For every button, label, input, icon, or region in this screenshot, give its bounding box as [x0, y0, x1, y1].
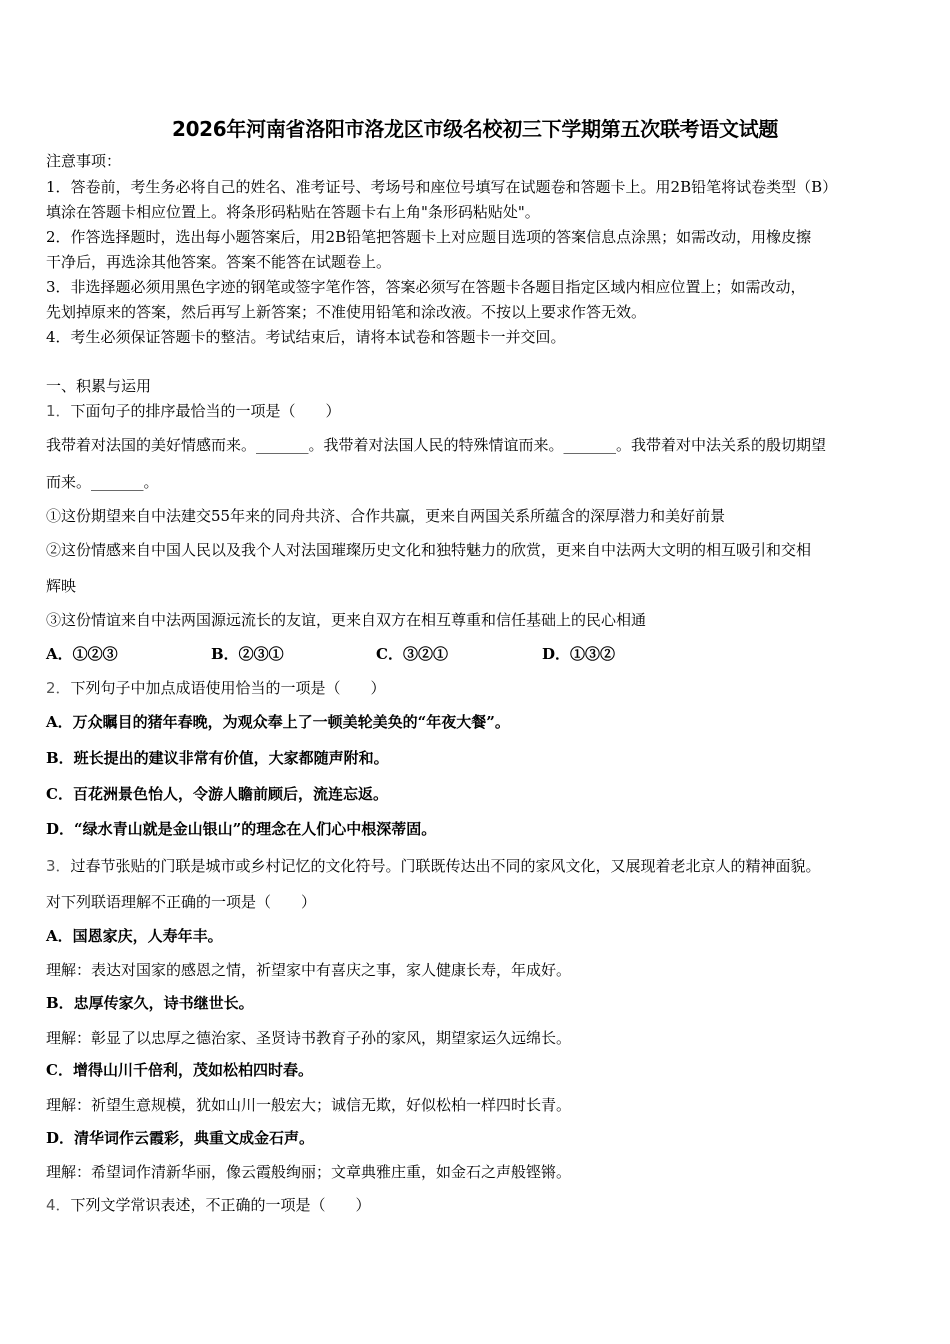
q1-option-c: C．③②①	[376, 645, 448, 663]
q1-option-a: A．①②③	[46, 645, 118, 663]
q1-option-b: B．②③①	[211, 645, 284, 663]
q1-sentence-2: ②这份情感来自中国人民以及我个人对法国璀璨历史文化和独特魅力的欣赏，更来自中法两大文明的相互吸引和交相	[46, 541, 812, 559]
q1-sentence-1: ①这份期望来自中法建交55年来的同舟共济、合作共赢，更来自两国关系所蕴含的深厚潜力和美好前景	[46, 507, 726, 525]
section-heading: 一、积累与运用	[46, 377, 152, 395]
q2-option-c: C．百花洲景色怡人，令游人瞻前顾后，流连忘返。	[46, 785, 388, 803]
q1-passage: 我带着对法国的美好情感而来。_______。我带着对法国人民的特殊情谊而来。_______。我带着对中法关系的殷切期望	[46, 436, 827, 454]
q3-explanation-d: 理解：希望词作清新华丽，像云霞般绚丽；文章典雅庄重，如金石之声般铿锵。	[46, 1163, 572, 1181]
q3-option-b: B．忠厚传家久，诗书继世长。	[46, 994, 254, 1012]
notice-line: 3．非选择题必须用黑色字迹的钢笔或签字笔作答，答案必须写在答题卡各题目指定区域内相应位置上；如需改动，	[46, 278, 806, 296]
question-3-stem: 3．过春节张贴的门联是城市或乡村记忆的文化符号。门联既传达出不同的家风文化，又展现着老北京人的精神面貌。	[46, 857, 821, 875]
q3-explanation-c: 理解：祈望生意规模，犹如山川一般宏大；诚信无欺，好似松柏一样四时长青。	[46, 1096, 572, 1114]
q2-option-d: D．“绿水青山就是金山银山”的理念在人们心中根深蒂固。	[46, 820, 437, 838]
notice-line: 4．考生必须保证答题卡的整洁。考试结束后，请将本试卷和答题卡一并交回。	[46, 328, 566, 346]
notice-line: 2．作答选择题时，选出每小题答案后，用2B铅笔把答题卡上对应题目选项的答案信息点涂黑；如需改动，用橡皮擦	[46, 228, 812, 246]
q3-explanation-b: 理解：彰显了以忠厚之德治家、圣贤诗书教育子孙的家风，期望家运久远绵长。	[46, 1029, 572, 1047]
q2-option-b: B．班长提出的建议非常有价值，大家都随声附和。	[46, 749, 389, 767]
q1-sentence-2: 辉映	[46, 577, 77, 595]
notice-line: 干净后，再选涂其他答案。答案不能答在试题卷上。	[46, 253, 392, 271]
question-number: 2．	[46, 679, 71, 697]
q1-option-d: D．①③②	[542, 645, 616, 663]
notice-line: 填涂在答题卡相应位置上。将条形码粘贴在答题卡右上角"条形码粘贴处"。	[46, 203, 540, 221]
q2-option-a: A．万众瞩目的猪年春晚，为观众奉上了一顿美轮美奂的“年夜大餐”。	[46, 713, 510, 731]
q3-option-a: A．国恩家庆，人寿年丰。	[46, 927, 223, 945]
page-title: 2026年河南省洛阳市洛龙区市级名校初三下学期第五次联考语文试题	[171, 117, 779, 141]
q3-option-c: C．增得山川千倍利，茂如松柏四时春。	[46, 1061, 313, 1079]
q3-option-d: D．清华词作云霞彩，典重文成金石声。	[46, 1129, 315, 1147]
question-1-stem: 1．下面句子的排序最恰当的一项是（ ）	[46, 402, 341, 420]
question-3-stem: 对下列联语理解不正确的一项是（ ）	[46, 893, 317, 911]
question-number: 3．	[46, 857, 71, 875]
q3-explanation-a: 理解：表达对国家的感恩之情，祈望家中有喜庆之事，家人健康长寿，年成好。	[46, 961, 572, 979]
notice-line: 先划掉原来的答案，然后再写上新答案；不准使用铅笔和涂改液。不按以上要求作答无效。	[46, 303, 647, 321]
question-number: 1．	[46, 402, 71, 420]
notice-heading: 注意事项：	[46, 152, 122, 170]
question-number: 4．	[46, 1196, 71, 1214]
q1-sentence-3: ③这份情谊来自中法两国源远流长的友谊，更来自双方在相互尊重和信任基础上的民心相通	[46, 611, 647, 629]
question-2-stem: 2．下列句子中加点成语使用恰当的一项是（ ）	[46, 679, 386, 697]
notice-line: 1．答卷前，考生务必将自己的姓名、准考证号、考场号和座位号填写在试题卷和答题卡上。用2B铅笔将试卷类型（B）	[46, 178, 838, 196]
q1-passage: 而来。_______。	[46, 473, 159, 491]
question-4-stem: 4．下列文学常识表述，不正确的一项是（ ）	[46, 1196, 371, 1214]
